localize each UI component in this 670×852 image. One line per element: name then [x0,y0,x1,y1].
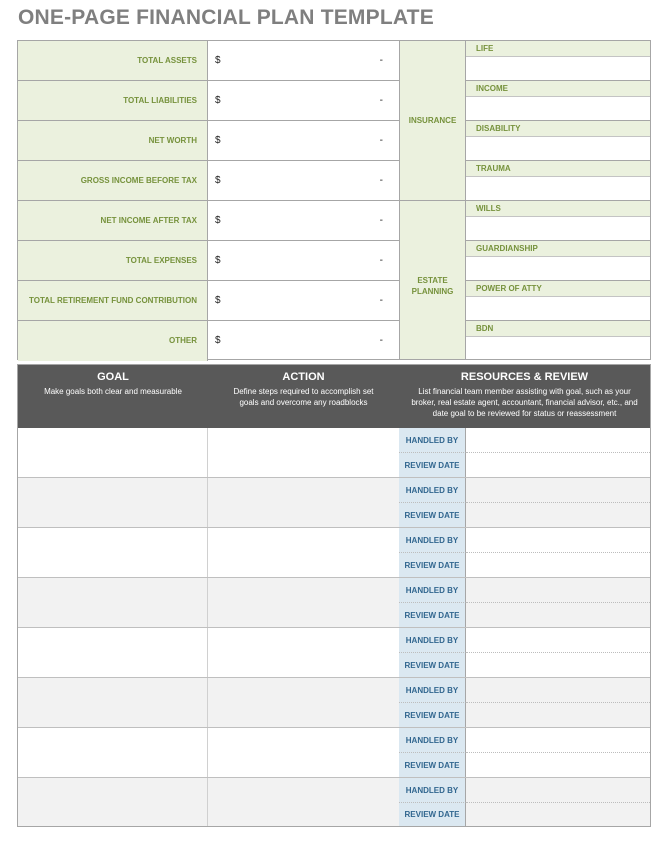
sub-item-label: LIFE [466,41,650,57]
action-cell[interactable] [208,778,399,826]
insurance-item-disability [466,121,650,161]
handled-by-input[interactable] [466,678,650,703]
review-date-input[interactable] [466,603,650,627]
summary-amount: - [379,55,383,66]
review-date-input[interactable] [466,753,650,777]
handled-by-input[interactable] [466,528,650,553]
goal-row [18,678,650,728]
summary-value-field[interactable] [208,241,399,281]
goal-cell[interactable] [18,728,208,777]
currency-symbol: $ [215,55,221,66]
summary-value-field[interactable] [208,321,399,361]
summary-row-other [18,321,399,361]
sub-item-label: INCOME [466,81,650,97]
insurance-item-trauma [466,161,650,201]
summary-amount: - [379,135,383,146]
summary-amount: - [379,255,383,266]
review-date-input[interactable] [466,453,650,477]
action-cell[interactable] [208,528,399,577]
goal-row [18,778,650,826]
action-cell[interactable] [208,678,399,727]
currency-symbol: $ [215,255,221,266]
action-header-subtitle: Define steps required to accomplish set goals and overcome any roadblocks [233,387,374,407]
goal-cell[interactable] [18,428,208,477]
review-date-input[interactable] [466,703,650,727]
handled-by-input[interactable] [466,778,650,803]
handled-by-input[interactable] [466,578,650,603]
resources-header-title: RESOURCES & REVIEW [460,371,589,383]
estate-item-guardianship [466,241,650,281]
goals-header [18,365,650,428]
sub-item-input[interactable] [466,337,650,359]
review-date-input[interactable] [466,503,650,527]
handled-by-input[interactable] [466,428,650,453]
review-date-label: REVIEW DATE [399,503,466,527]
summary-label: NET WORTH [18,121,208,161]
resources-column-header [399,365,650,428]
currency-symbol: $ [215,295,221,306]
summary-label: TOTAL RETIREMENT FUND CONTRIBUTION [18,281,208,321]
summary-row-total-assets [18,41,399,81]
goals-section [17,364,651,827]
sub-item-label: GUARDIANSHIP [466,241,650,257]
summary-label: NET INCOME AFTER TAX [18,201,208,241]
goal-cell[interactable] [18,628,208,677]
sub-item-input[interactable] [466,257,650,281]
summary-row-total-expenses [18,241,399,281]
summary-value-field[interactable] [208,281,399,321]
handled-by-label: HANDLED BY [399,578,466,603]
action-cell[interactable] [208,578,399,627]
estate-item-bdn [466,321,650,359]
review-date-label: REVIEW DATE [399,703,466,727]
goal-row [18,428,650,478]
sub-item-input[interactable] [466,57,650,81]
currency-symbol: $ [215,95,221,106]
goal-header-title: GOAL [97,371,129,383]
goal-cell[interactable] [18,528,208,577]
insurance-item-income [466,81,650,121]
handled-by-label: HANDLED BY [399,778,466,803]
summary-label: TOTAL EXPENSES [18,241,208,281]
insurance-group-label: INSURANCE [400,41,465,201]
insurance-item-life [466,41,650,81]
summary-label: TOTAL LIABILITIES [18,81,208,121]
goal-header-subtitle: Make goals both clear and measurable [44,387,182,396]
sub-item-input[interactable] [466,297,650,321]
currency-symbol: $ [215,335,221,346]
summary-row-net-income [18,201,399,241]
sub-item-input[interactable] [466,137,650,161]
handled-by-label: HANDLED BY [399,628,466,653]
goal-row [18,628,650,678]
page-title: ONE-PAGE FINANCIAL PLAN TEMPLATE [18,6,434,29]
summary-value-field[interactable] [208,81,399,121]
action-header-title: ACTION [282,371,325,383]
goal-column-header [18,365,208,428]
summary-amount: - [379,95,383,106]
summary-row-gross-income [18,161,399,201]
review-date-label: REVIEW DATE [399,753,466,777]
sub-item-label: DISABILITY [466,121,650,137]
goal-cell[interactable] [18,678,208,727]
sub-item-label: BDN [466,321,650,337]
goal-row [18,578,650,628]
summary-label: GROSS INCOME BEFORE TAX [18,161,208,201]
action-column-header [208,365,399,428]
action-cell[interactable] [208,428,399,477]
handled-by-label: HANDLED BY [399,678,466,703]
summary-value-field[interactable] [208,201,399,241]
review-date-label: REVIEW DATE [399,653,466,677]
action-cell[interactable] [208,728,399,777]
summary-value-field[interactable] [208,121,399,161]
estate-item-wills [466,201,650,241]
handled-by-input[interactable] [466,628,650,653]
summary-row-total-liabilities [18,81,399,121]
goal-cell[interactable] [18,578,208,627]
sub-item-label: WILLS [466,201,650,217]
estate-item-power-of-atty [466,281,650,321]
sub-item-input[interactable] [466,97,650,121]
estate-planning-group-label: ESTATE PLANNING [400,201,465,359]
review-date-label: REVIEW DATE [399,603,466,627]
review-date-label: REVIEW DATE [399,453,466,477]
sub-item-label: POWER OF ATTY [466,281,650,297]
goal-row [18,528,650,578]
currency-symbol: $ [215,175,221,186]
handled-by-label: HANDLED BY [399,428,466,453]
review-date-input[interactable] [466,653,650,677]
review-date-input[interactable] [466,803,650,826]
goal-row [18,478,650,528]
sub-item-label: TRAUMA [466,161,650,177]
review-date-input[interactable] [466,553,650,577]
summary-value-field[interactable] [208,41,399,81]
summary-value-field[interactable] [208,161,399,201]
summary-amount: - [379,335,383,346]
summary-label: TOTAL ASSETS [18,41,208,81]
financial-summary-section [17,40,651,360]
handled-by-label: HANDLED BY [399,728,466,753]
goal-row [18,728,650,778]
sub-item-input[interactable] [466,217,650,241]
summary-amount: - [379,215,383,226]
currency-symbol: $ [215,215,221,226]
review-date-label: REVIEW DATE [399,553,466,577]
action-cell[interactable] [208,478,399,527]
handled-by-input[interactable] [466,478,650,503]
handled-by-label: HANDLED BY [399,528,466,553]
summary-label: OTHER [18,321,208,361]
summary-amount: - [379,175,383,186]
handled-by-input[interactable] [466,728,650,753]
goal-cell[interactable] [18,778,208,826]
sub-item-input[interactable] [466,177,650,201]
currency-symbol: $ [215,135,221,146]
summary-row-net-worth [18,121,399,161]
review-date-label: REVIEW DATE [399,803,466,826]
action-cell[interactable] [208,628,399,677]
goal-cell[interactable] [18,478,208,527]
resources-header-subtitle: List financial team member assisting with goal, such as your broker, real estate agent, accountant, financial advisor, etc., and date goal to be reviewed for status or reassessment [411,387,638,418]
summary-row-retirement-contribution [18,281,399,321]
summary-amount: - [379,295,383,306]
handled-by-label: HANDLED BY [399,478,466,503]
